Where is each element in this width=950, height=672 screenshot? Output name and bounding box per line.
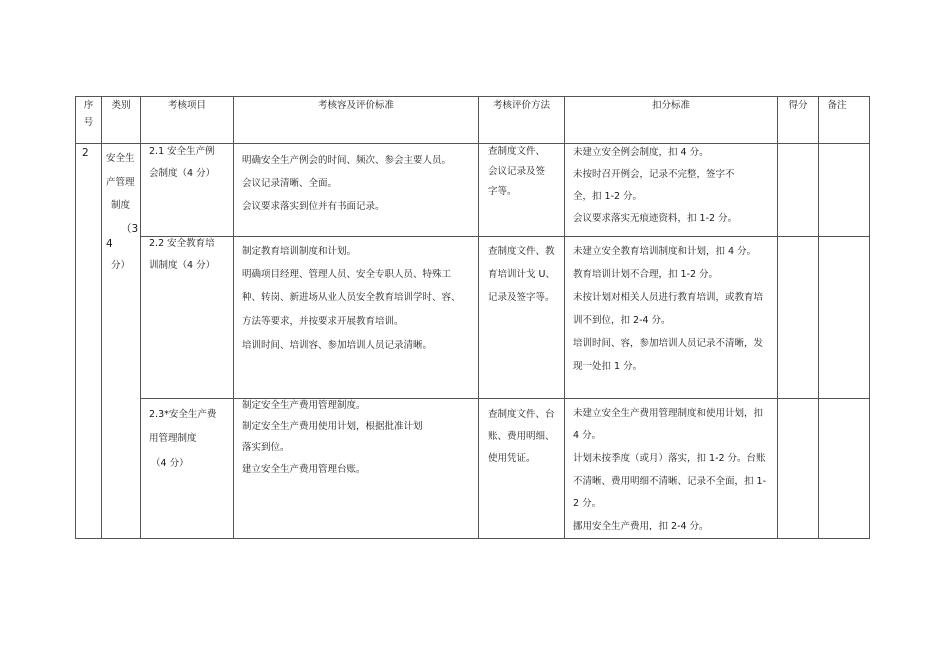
deduction-2-1-line-1: 未建立安全例会制度，扣 4 分。 <box>573 147 709 158</box>
category-line-5: 4 <box>106 238 113 250</box>
deduction-2-2-line-6: 现一处扣 1 分。 <box>573 361 643 372</box>
method-2-2-line-2: 育培训计戈 U、 <box>488 269 555 280</box>
header-category: 类别 <box>111 100 131 111</box>
col-border-0 <box>75 96 76 539</box>
header-method: 考核评价方法 <box>492 100 550 111</box>
row-seq: 2 <box>82 147 89 159</box>
content-2-2-line-1: 制定教育培训制度和计划。 <box>242 246 357 257</box>
category-line-6: 分） <box>111 260 131 271</box>
header-bottom-border <box>75 143 869 144</box>
method-2-2-line-1: 查制度文件、教 <box>488 246 555 257</box>
deduction-2-2-line-5: 培训时间、容，参加培训人员记录不清晰，发 <box>573 338 764 349</box>
header-seq: 序 号 <box>83 100 94 128</box>
method-2-3-line-1: 查制度文件、台 <box>488 409 555 420</box>
col-border-7 <box>818 96 819 539</box>
header-item: 考核项目 <box>167 100 206 111</box>
content-2-2-line-2: 明确项目经理、管理人员、安全专职人员、特殊工 <box>242 269 452 280</box>
deduction-2-3-line-3: 计划未按季度（或月）落实，扣 1-2 分。台账 <box>573 453 766 464</box>
content-2-2-line-4: 方法等要求，并按要求开展教育培训。 <box>242 316 404 327</box>
deduction-2-1-line-3: 全，扣 1-2 分。 <box>573 191 643 202</box>
deduction-2-2-line-1: 未建立安全教育培训制度和计划，扣 4 分。 <box>573 246 757 257</box>
col-border-8 <box>869 96 870 539</box>
header-deduction: 扣分标准 <box>651 100 690 111</box>
deduction-2-3-line-1: 未建立安全生产费用管理制度和使用计划，扣 <box>573 408 764 419</box>
col-border-5 <box>564 96 565 539</box>
deduction-2-3-line-4: 不清晰、费用明细不清晰、记录不全面，扣 1- <box>573 476 766 487</box>
deduction-2-3-line-6: 挪用安全生产费用，扣 2-4 分。 <box>573 521 709 532</box>
content-2-3-line-2: 制定安全生产费用使用计划，根据批准计划 <box>242 421 423 432</box>
content-2-1-line-3: 会议要求落实到位并有书面记录。 <box>242 201 385 212</box>
header-content: 考核容及评价标准 <box>317 100 394 111</box>
item-2-3-line-3: （4 分） <box>151 458 189 469</box>
item-2-2-line-1: 2.2 安全教育培 <box>149 238 215 249</box>
table-bottom-border <box>75 538 869 539</box>
item-2-1-line-2: 会制度（4 分） <box>149 168 216 179</box>
row-divider-2-1 <box>140 236 869 237</box>
deduction-2-3-line-5: 2 分。 <box>573 498 602 509</box>
deduction-2-2-line-2: 教育培训计划不合理，扣 1-2 分。 <box>573 269 719 280</box>
method-2-1-line-2: 会议记录及签 <box>488 166 546 177</box>
row-divider-2-2 <box>140 398 869 399</box>
content-2-1-line-2: 会议记录清晰、全面。 <box>242 178 338 189</box>
content-2-3-line-1: 制定安全生产费用管理制度。 <box>242 400 366 411</box>
deduction-2-2-line-3: 未按计划对相关人员进行教育培训，或教育培 <box>573 292 764 303</box>
content-2-1-line-1: 明确安全生产例会的时间、频次、参会主要人员。 <box>242 155 452 166</box>
deduction-2-3-line-2: 4 分。 <box>573 430 602 441</box>
header-score: 得分 <box>788 100 808 111</box>
deduction-2-1-line-2: 未按时召开例会，记录不完整，签字不 <box>573 169 735 180</box>
deduction-2-2-line-4: 训不到位，扣 2-4 分。 <box>573 315 671 326</box>
item-2-2-line-2: 训制度（4 分） <box>149 260 216 271</box>
item-2-3-line-2: 用管理制度 <box>149 433 197 444</box>
category-line-1: 安全生 <box>106 153 135 164</box>
method-2-1-line-3: 字等。 <box>488 186 517 197</box>
deduction-2-1-line-4: 会议要求落实无痕迹资料，扣 1-2 分。 <box>573 213 738 224</box>
item-2-1-line-1: 2.1 安全生产例 <box>149 146 215 157</box>
method-2-3-line-3: 使用凭证。 <box>488 453 536 464</box>
category-line-4: （3 <box>121 223 139 235</box>
col-border-1 <box>101 96 102 539</box>
table-top-border <box>75 96 869 97</box>
header-remark: 备注 <box>827 100 847 111</box>
item-2-3-line-1: 2.3*安全生产费 <box>149 409 217 420</box>
content-2-3-line-4: 建立安全生产费用管理台账。 <box>242 464 366 475</box>
content-2-2-line-5: 培训时间、培训容、参加培训人员记录清晰。 <box>242 340 433 351</box>
method-2-2-line-3: 记录及签字等。 <box>488 292 555 303</box>
col-border-2 <box>140 96 141 539</box>
category-line-3: 制度 <box>111 200 131 211</box>
col-border-6 <box>777 96 778 539</box>
method-2-1-line-1: 查制度文件、 <box>488 146 546 157</box>
method-2-3-line-2: 账、费用明细、 <box>488 431 555 442</box>
col-border-4 <box>478 96 479 539</box>
category-line-2: 产管理 <box>106 177 135 188</box>
content-2-2-line-3: 种、转岗、新进场从业人员安全教育培训学时、容、 <box>242 292 461 303</box>
col-border-3 <box>233 96 234 539</box>
content-2-3-line-3: 落实到位。 <box>242 442 290 453</box>
